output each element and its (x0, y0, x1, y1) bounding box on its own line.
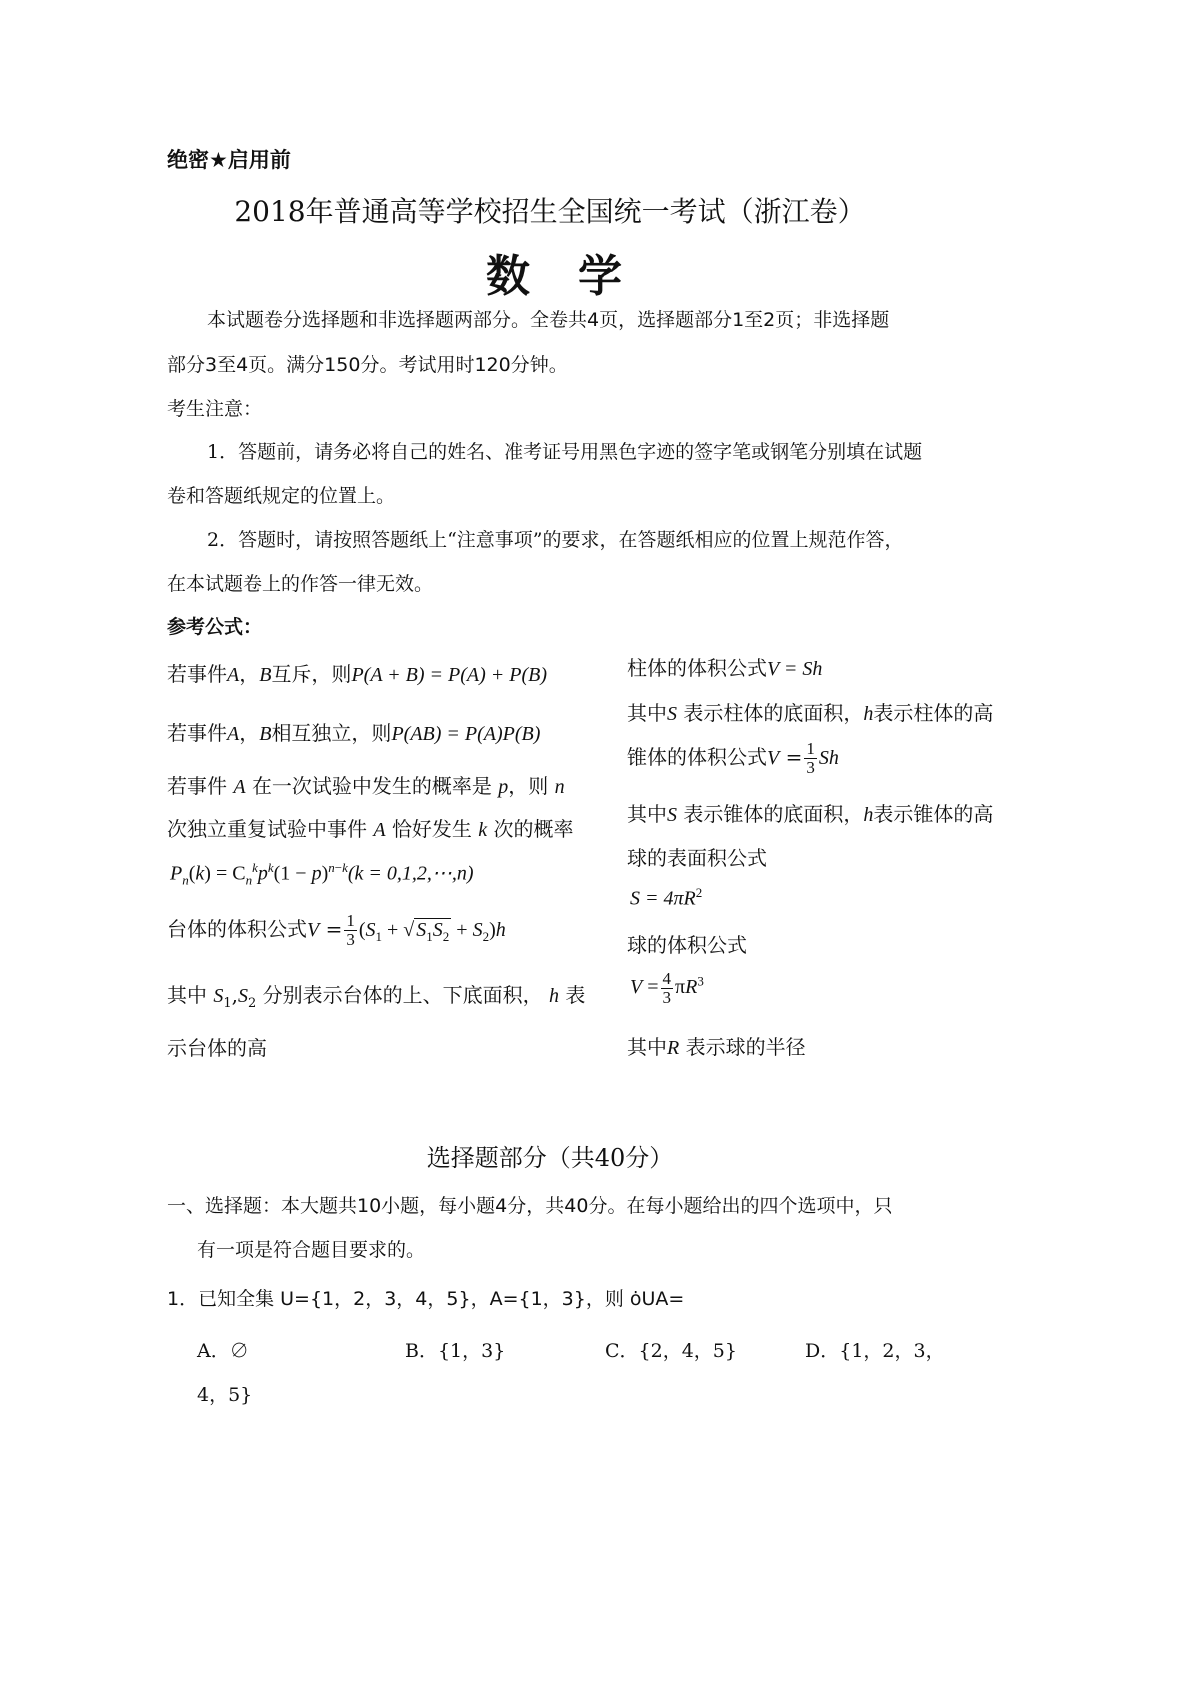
question-1-option-b: B．{1，3} (405, 1340, 506, 1362)
notice-item-1-line-2: 卷和答题纸规定的位置上。 (167, 485, 396, 507)
formula-binomial-line-1: 若事件 A 在一次试验中发生的概率是 p，则 n (167, 774, 565, 798)
question-1-option-d: D．{1，2，3， (805, 1340, 945, 1362)
notice-item-2-line-1: 2．答题时，请按照答题纸上“注意事项”的要求，在答题纸相应的位置上规范作答， (207, 529, 904, 551)
formula-pyramid-note: 其中S 表示锥体的底面积，h表示锥体的高 (627, 802, 994, 826)
exam-title: 2018年普通高等学校招生全国统一考试（浙江卷） (234, 195, 866, 228)
formula-sphere-volume-label: 球的体积公式 (627, 933, 747, 957)
question-1-option-d-continued: 4，5} (197, 1384, 253, 1406)
notice-item-1-line-1: 1．答题前，请务必将自己的姓名、准考证号用黑色字迹的签字笔或钢笔分别填在试题 (207, 441, 923, 463)
formula-sphere-volume: V = $\frac{4}{3}$ $\pi R^3$ (630, 969, 704, 1007)
section-instructions-line-2: 有一项是符合题目要求的。 (197, 1239, 426, 1261)
notice-heading: 考生注意： (167, 398, 263, 420)
question-1-option-c: C．{2，4，5} (605, 1340, 737, 1362)
section-instructions-line-1: 一、选择题：本大题共10小题，每小题4分，共40分。在每小题给出的四个选项中，只 (167, 1195, 893, 1217)
subject-title: 数 学 (486, 251, 624, 302)
notice-item-2-line-2: 在本试题卷上的作答一律无效。 (167, 573, 434, 595)
formulas-heading: 参考公式： (167, 616, 263, 638)
formula-frustum-note-2: 示台体的高 (167, 1036, 267, 1060)
intro-line-1: 本试题卷分选择题和非选择题两部分。全卷共4页，选择题部分1至2页；非选择题 (207, 309, 890, 331)
formula-binomial-expression: $P_n(k) = C_n^kp^k(1 - p)^{n-k}(k$ = 0,1,2,⋯,n) (170, 860, 474, 888)
formula-binomial-line-2: 次独立重复试验中事件 A 恰好发生 k 次的概率 (167, 817, 574, 841)
formula-prism-note: 其中S 表示柱体的底面积，h表示柱体的高 (627, 701, 994, 725)
section-title: 选择题部分（共40分） (426, 1144, 674, 1172)
formula-independent: 若事件A，B相互独立，则P(AB) = P(A)P(B) (167, 721, 541, 745)
formula-mutually-exclusive: 若事件A，B互斥，则P(A + B) = P(A) + P(B) (167, 662, 548, 686)
formula-frustum-note-1: 其中 $S_1,S_2$ 分别表示台体的上、下底面积， h 表 (167, 983, 586, 1011)
intro-line-2: 部分3至4页。满分150分。考试用时120分钟。 (167, 354, 568, 376)
question-1-option-a: A．∅ (197, 1340, 249, 1362)
secrecy-label: 绝密★启用前 (167, 148, 291, 172)
formula-sphere-surface: $S = 4\pi R^2$ (630, 885, 703, 910)
question-1-stem: 1．已知全集 U={1，2，3，4，5}，A={1，3}，则 ȯUA= (167, 1288, 685, 1310)
formula-prism-volume: 柱体的体积公式V = Sh (627, 656, 823, 680)
formula-sphere-note: 其中R 表示球的半径 (627, 1035, 806, 1059)
formula-sphere-surface-label: 球的表面积公式 (627, 846, 767, 870)
formula-frustum-volume: 台体的体积公式V = $\frac{1}{3}$ ($S_1$ + √ $S_1S_2 + S_2)h$ (167, 911, 506, 949)
formula-pyramid-volume: 锥体的体积公式V = $\frac{1}{3}$ Sh (627, 739, 839, 777)
